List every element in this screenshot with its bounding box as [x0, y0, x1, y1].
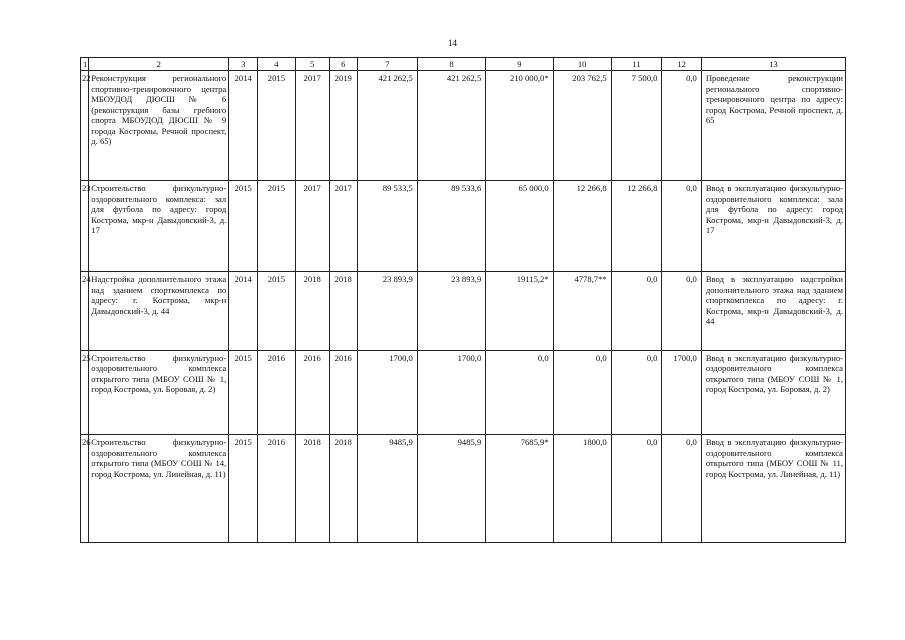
- cell-col11: 0,0: [611, 272, 662, 350]
- cell-col5: 2018: [295, 272, 329, 350]
- table-row: [81, 181, 846, 272]
- cell-col7: 23 893,9: [357, 272, 417, 350]
- cell-col11: 7 500,0: [611, 71, 662, 181]
- cell-col4: 2016: [258, 350, 295, 435]
- cell-col10: 203 762,5: [553, 71, 611, 181]
- cell-col4: 2016: [258, 435, 295, 543]
- cell-col12: 0,0: [662, 435, 701, 543]
- cell-col3: 2014: [229, 272, 258, 350]
- object-name: Надстройка дополнительного этажа над зданием спорткомплекса по адресу: г. Кострома, мкр-н Давыдовский-3, д. 44: [89, 272, 229, 350]
- cell-col4: 2015: [258, 181, 295, 272]
- header-cell: 9: [486, 58, 553, 71]
- cell-col6: 2016: [329, 350, 357, 435]
- cell-col10: 0,0: [553, 350, 611, 435]
- cell-col5: 2017: [295, 71, 329, 181]
- cell-col6: 2017: [329, 181, 357, 272]
- result-note: Ввод в эксплуатацию физкультурно-оздоровительного комплекса открытого типа (МБОУ СОШ № 1, город Кострома, ул. Боровая, д. 2): [701, 350, 845, 435]
- cell-col3: 2014: [229, 71, 258, 181]
- object-name: Строительство физкультурно-оздоровительного комплекса: зал для футбола по адресу: город Кострома, мкр-н Давыдовский-3, д. 17: [89, 181, 229, 272]
- investment-table: [80, 57, 846, 543]
- cell-col7: 421 262,5: [357, 71, 417, 181]
- cell-col9: 65 000,0: [486, 181, 553, 272]
- object-name: Строительство физкультурно-оздоровительного комплекса открытого типа (МБОУ СОШ № 1, город Кострома, ул. Боровая, д. 2): [89, 350, 229, 435]
- row-number: 23: [81, 181, 89, 272]
- header-cell: 3: [229, 58, 258, 71]
- cell-col5: 2018: [295, 435, 329, 543]
- cell-col3: 2015: [229, 350, 258, 435]
- cell-col6: 2019: [329, 71, 357, 181]
- result-note: Ввод в эксплуатацию надстройки дополнительного этажа над зданием спорткомплекса по адресу: г. Кострома, мкр-н Давыдовский-3, д. 44: [701, 272, 845, 350]
- header-cell: 7: [357, 58, 417, 71]
- cell-col12: 1700,0: [662, 350, 701, 435]
- cell-col12: 0,0: [662, 71, 701, 181]
- row-number: 22: [81, 71, 89, 181]
- cell-col8: 23 893,9: [417, 272, 485, 350]
- table-row: [81, 272, 846, 350]
- header-cell: 13: [701, 58, 845, 71]
- cell-col9: 0,0: [486, 350, 553, 435]
- table-row: [81, 435, 846, 543]
- cell-col10: 1800,0: [553, 435, 611, 543]
- cell-col11: 0,0: [611, 350, 662, 435]
- cell-col4: 2015: [258, 71, 295, 181]
- cell-col5: 2017: [295, 181, 329, 272]
- cell-col5: 2016: [295, 350, 329, 435]
- header-row: [81, 58, 846, 71]
- row-number: 26: [81, 435, 89, 543]
- cell-col8: 421 262,5: [417, 71, 485, 181]
- cell-col8: 89 533,6: [417, 181, 485, 272]
- cell-col7: 1700,0: [357, 350, 417, 435]
- table-row: [81, 71, 846, 181]
- header-cell: 10: [553, 58, 611, 71]
- cell-col7: 9485,9: [357, 435, 417, 543]
- cell-col11: 0,0: [611, 435, 662, 543]
- row-number: 24: [81, 272, 89, 350]
- cell-col9: 19115,2*: [486, 272, 553, 350]
- cell-col6: 2018: [329, 435, 357, 543]
- cell-col4: 2015: [258, 272, 295, 350]
- header-cell: 1: [81, 58, 89, 71]
- row-number: 25: [81, 350, 89, 435]
- cell-col7: 89 533,5: [357, 181, 417, 272]
- cell-col6: 2018: [329, 272, 357, 350]
- cell-col10: 12 266,8: [553, 181, 611, 272]
- cell-col3: 2015: [229, 435, 258, 543]
- cell-col12: 0,0: [662, 272, 701, 350]
- cell-col12: 0,0: [662, 181, 701, 272]
- header-cell: 8: [417, 58, 485, 71]
- result-note: Проведение реконструкции регионального спортивно-тренировочного центра по адресу: город Кострома, Речной проспект, д. 65: [701, 71, 845, 181]
- page-number: 14: [448, 38, 457, 48]
- header-cell: 5: [295, 58, 329, 71]
- table-row: [81, 350, 846, 435]
- result-note: Ввод в эксплуатацию физкультурно-оздоровительного комплекса: зала для футбола по адресу: город Кострома, мкр-н Давыдовский-3, д. 17: [701, 181, 845, 272]
- cell-col10: 4778,7**: [553, 272, 611, 350]
- cell-col9: 7685,9*: [486, 435, 553, 543]
- header-cell: 6: [329, 58, 357, 71]
- cell-col8: 9485,9: [417, 435, 485, 543]
- cell-col8: 1700,0: [417, 350, 485, 435]
- cell-col9: 210 000,0*: [486, 71, 553, 181]
- header-cell: 11: [611, 58, 662, 71]
- object-name: Реконструкция регионального спортивно-тренировочного центра МБОУДОД ДЮСШ № 6 (реконструкция базы гребного спорта МБОУДОД ДЮСШ № 9 города Костромы, Речной проспект, д. 65): [89, 71, 229, 181]
- header-cell: 4: [258, 58, 295, 71]
- cell-col11: 12 266,8: [611, 181, 662, 272]
- header-cell: 12: [662, 58, 701, 71]
- header-cell: 2: [89, 58, 229, 71]
- result-note: Ввод в эксплуатацию физкультурно-оздоровительного комплекса открытого типа (МБОУ СОШ № 11, город Кострома, ул. Линейная, д. 11): [701, 435, 845, 543]
- cell-col3: 2015: [229, 181, 258, 272]
- object-name: Строительство физкультурно-оздоровительного комплекса открытого типа (МБОУ СОШ № 14, город Кострома, ул. Линейная, д. 11): [89, 435, 229, 543]
